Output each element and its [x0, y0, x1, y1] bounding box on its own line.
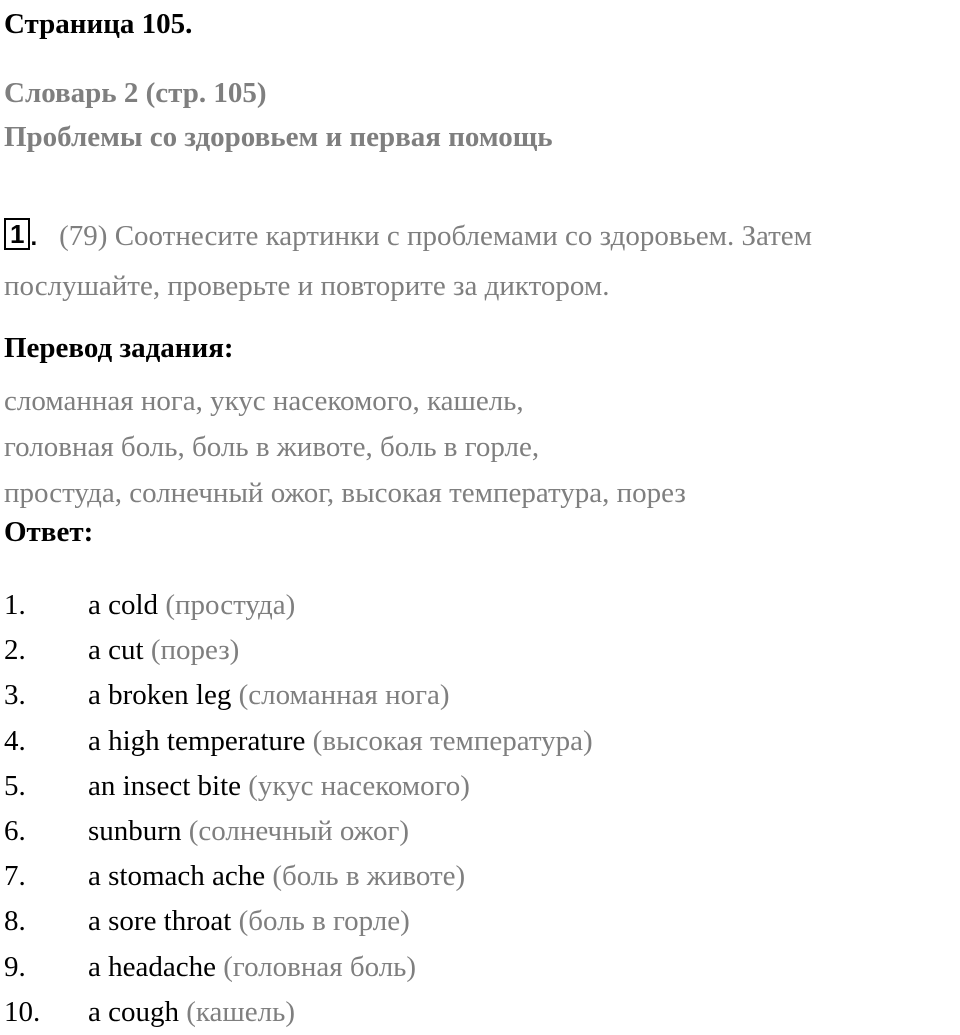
list-item [4, 990, 593, 1035]
answer-label: Ответ: [4, 516, 94, 548]
translation-label: Перевод задания: [4, 332, 234, 364]
list-item [4, 583, 593, 628]
item-number: 9. [4, 950, 26, 983]
item-english: a cold [88, 589, 159, 621]
list-item [4, 854, 593, 899]
translation-text [4, 378, 686, 516]
item-russian: (кашель) [186, 995, 295, 1028]
item-number: 3. [4, 679, 26, 712]
list-item [4, 764, 593, 809]
item-russian: (боль в животе) [272, 860, 466, 893]
item-english: a sore throat [88, 905, 232, 938]
task-text: (79) Соотнесите картинки с проблемами со здоровьем. Затем послушайте, проверьте и повторите за диктором. [4, 220, 813, 302]
translation-line: простуда, солнечный ожог, высокая температура, порез [4, 477, 686, 509]
item-number: 5. [4, 769, 26, 802]
item-number: 10. [4, 995, 41, 1028]
item-english: an insect bite [88, 769, 242, 802]
item-number: 4. [4, 724, 26, 757]
task-number-box: 1 [4, 218, 30, 250]
item-number: 1. [4, 589, 26, 621]
item-english: sunburn [88, 814, 182, 847]
page-title: Страница 105. [4, 8, 193, 40]
item-english: a high temperature [88, 724, 306, 757]
list-item [4, 809, 593, 854]
item-russian: (солнечный ожог) [188, 814, 409, 847]
item-number: 2. [4, 634, 26, 667]
item-russian: (укус насекомого) [248, 769, 470, 802]
item-number: 6. [4, 814, 26, 847]
item-english: a cut [88, 634, 144, 667]
item-english: a broken leg [88, 679, 232, 712]
item-number: 7. [4, 860, 26, 893]
item-russian: (порез) [150, 634, 240, 667]
item-russian: (простуда) [165, 589, 296, 621]
task-instruction [4, 212, 960, 310]
list-item [4, 899, 593, 944]
list-item [4, 945, 593, 990]
item-russian: (головная боль) [223, 950, 417, 983]
item-english: a cough [88, 995, 179, 1028]
section-subtitle: Проблемы со здоровьем и первая помощь [4, 121, 553, 153]
list-item [4, 673, 593, 718]
translation-line: головная боль, боль в животе, боль в горле, [4, 431, 540, 463]
item-english: a headache [88, 950, 216, 983]
item-russian: (сломанная нога) [238, 679, 450, 712]
task-number-dot: . [30, 224, 38, 251]
item-russian: (высокая температура) [312, 724, 593, 757]
item-english: a stomach ache [88, 860, 266, 893]
answer-list [4, 583, 593, 1035]
translation-line: сломанная нога, укус насекомого, кашель, [4, 385, 524, 417]
list-item [4, 719, 593, 764]
list-item [4, 628, 593, 673]
item-number: 8. [4, 905, 26, 938]
item-russian: (боль в горле) [238, 905, 410, 938]
section-title: Словарь 2 (стр. 105) [4, 77, 267, 109]
